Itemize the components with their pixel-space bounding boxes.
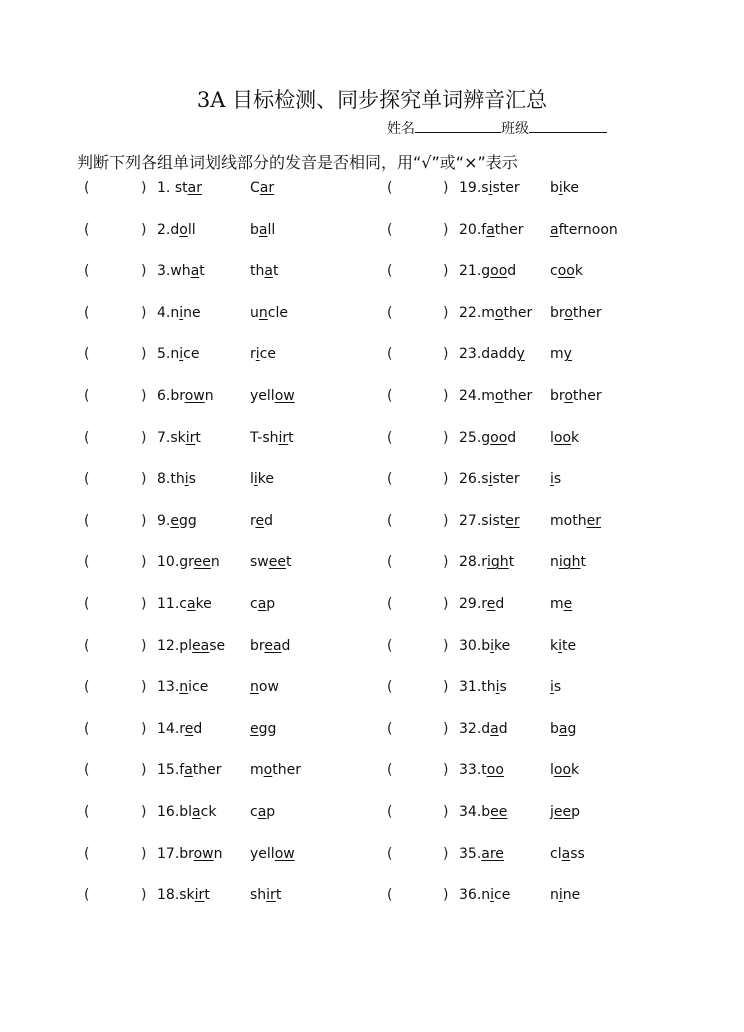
answer-paren-open[interactable]: ( (387, 554, 393, 571)
answer-paren-open[interactable]: ( (387, 221, 393, 238)
underlined-segment: i (558, 887, 563, 904)
underlined-segment: i (490, 637, 495, 654)
answer-paren-close: ) (443, 429, 449, 446)
underlined-segment: er (586, 512, 601, 529)
underlined-segment: e (486, 596, 496, 612)
question-word (459, 804, 507, 820)
underlined-segment: a (558, 720, 568, 737)
answer-paren-close: ) (443, 845, 449, 862)
underlined-segment: o (494, 304, 504, 321)
answer-paren-open[interactable]: ( (84, 762, 90, 779)
answer-paren-close: ) (443, 637, 449, 654)
question-word (459, 638, 510, 654)
underlined-segment: a (257, 596, 267, 612)
word-one: sister (481, 512, 520, 529)
answer-paren-close: ) (443, 304, 449, 321)
word-one: this (170, 471, 196, 488)
question-number: 22. (459, 304, 482, 321)
underlined-segment: ee (490, 804, 508, 820)
underlined-segment: oo (490, 429, 508, 446)
exercise-row-right (0, 596, 744, 616)
underlined-segment: o (564, 304, 573, 321)
question-number: 11. (157, 596, 180, 612)
question-number: 33. (459, 762, 482, 779)
word-two: that (250, 263, 279, 280)
answer-paren-close: ) (443, 762, 449, 779)
question-number: 30. (459, 637, 482, 654)
question-number: 32. (459, 720, 482, 737)
underlined-segment: e (170, 512, 179, 529)
word-one: brown (179, 845, 223, 862)
exercise-row-right (0, 554, 744, 574)
answer-paren-open[interactable]: ( (387, 304, 393, 321)
underlined-segment: ea (264, 637, 282, 654)
word-two: like (250, 471, 275, 488)
answer-paren-close: ) (443, 720, 449, 737)
underlined-segment: n (250, 679, 259, 696)
exercise-row-right (0, 180, 744, 200)
underlined-segment: ir (194, 887, 205, 904)
word-one: mother (481, 304, 533, 321)
underlined-segment: e (563, 596, 573, 612)
answer-paren-open[interactable]: ( (387, 346, 393, 363)
answer-paren-open[interactable]: ( (84, 429, 90, 446)
question-number: 6. (157, 388, 171, 404)
underlined-segment: i (488, 180, 493, 196)
question-number: 5. (157, 346, 171, 363)
question-number: 20. (459, 221, 482, 238)
page-title: 3A 目标检测、同步探究单词辨音汇总 (196, 88, 548, 112)
underlined-segment: a (550, 221, 559, 238)
underlined-segment: ee (193, 554, 211, 571)
answer-paren-open[interactable]: ( (387, 845, 393, 862)
word-one: please (179, 637, 226, 654)
answer-paren-open[interactable]: ( (84, 263, 90, 280)
question-number: 2. (157, 221, 171, 238)
word-two: mother (550, 512, 601, 529)
underlined-segment: o (564, 388, 573, 404)
answer-paren-close: ) (443, 554, 449, 571)
question-word (459, 180, 520, 196)
answer-paren-close: ) (443, 221, 449, 238)
answer-paren-close: ) (141, 887, 147, 904)
answer-paren-close: ) (443, 263, 449, 280)
exercise-row-right (0, 638, 744, 658)
question-number: 34. (459, 804, 482, 820)
underlined-segment: ir (278, 429, 289, 446)
word-two: rice (250, 346, 276, 363)
answer-paren-open[interactable]: ( (387, 512, 393, 529)
answer-paren-open[interactable]: ( (387, 180, 393, 196)
answer-paren-close: ) (141, 804, 147, 820)
question-number: 24. (459, 388, 482, 404)
answer-paren-open[interactable]: ( (387, 388, 393, 404)
question-word (459, 305, 532, 321)
word-one: red (179, 720, 203, 737)
answer-paren-open[interactable]: ( (84, 845, 90, 862)
underlined-segment: igh (487, 554, 509, 571)
word-one: this (481, 679, 507, 696)
answer-paren-close: ) (443, 596, 449, 612)
word-two: brother (550, 388, 602, 404)
question-number: 10. (157, 554, 180, 571)
word-one: nice (481, 887, 511, 904)
answer-paren-open[interactable]: ( (84, 512, 90, 529)
answer-paren-close: ) (141, 512, 147, 529)
word-two: egg (250, 720, 277, 737)
question-word (459, 554, 514, 570)
exercise-row-right (0, 804, 744, 824)
word-one: dad (481, 720, 508, 737)
underlined-segment: a (186, 596, 196, 612)
underlined-segment: o (179, 221, 188, 238)
answer-paren-open[interactable]: ( (387, 887, 393, 904)
answer-paren-close: ) (141, 346, 147, 363)
name-class-line (387, 118, 607, 138)
word-two: night (550, 554, 587, 571)
exercise-row-right (0, 222, 744, 242)
word-two: red (250, 512, 273, 529)
underlined-segment: n (258, 304, 268, 321)
answer-paren-close: ) (443, 346, 449, 363)
word-two: Car (250, 180, 275, 196)
exercise-row-right (0, 263, 744, 283)
exercise-row-right (0, 305, 744, 325)
answer-paren-open[interactable]: ( (387, 762, 393, 779)
underlined-segment: i (490, 887, 495, 904)
word-one: daddy (481, 346, 525, 363)
word-two: my (550, 346, 572, 363)
word-one: egg (170, 512, 197, 529)
word-two: me (550, 596, 573, 612)
question-number: 8. (157, 471, 171, 488)
underlined-segment: i (558, 637, 562, 654)
answer-paren-close: ) (141, 845, 147, 862)
answer-paren-open[interactable]: ( (84, 804, 90, 820)
answer-paren-open[interactable]: ( (84, 180, 90, 196)
underlined-segment: a (184, 762, 193, 779)
underlined-segment: a (490, 720, 499, 737)
name-blank[interactable] (415, 118, 501, 133)
word-one: doll (170, 221, 196, 238)
exercise-row-right (0, 471, 744, 491)
word-two: class (550, 845, 585, 862)
question-number: 31. (459, 679, 482, 696)
word-two: afternoon (550, 221, 618, 238)
word-one: green (179, 554, 220, 571)
underlined-segment: oo (486, 762, 504, 779)
underlined-segment: oo (490, 263, 508, 280)
answer-paren-open[interactable]: ( (84, 388, 90, 404)
question-word (459, 388, 532, 404)
word-two: nine (550, 887, 581, 904)
underlined-segment: ow (193, 845, 214, 862)
underlined-segment: i (255, 346, 260, 363)
word-one: good (481, 263, 517, 280)
answer-paren-close: ) (443, 180, 449, 196)
word-two: cook (550, 263, 583, 280)
answer-paren-open[interactable]: ( (84, 596, 90, 612)
question-word (459, 430, 516, 446)
question-word (459, 222, 524, 238)
underlined-segment: oo (553, 429, 572, 446)
answer-paren-open[interactable]: ( (387, 637, 393, 654)
answer-paren-close: ) (443, 512, 449, 529)
underlined-segment: n (179, 679, 189, 696)
word-one: red (481, 596, 505, 612)
word-one: cake (179, 596, 212, 612)
underlined-segment: ee (268, 554, 286, 571)
underlined-segment: i (558, 180, 563, 196)
word-one: sister (481, 471, 520, 488)
word-two: sweet (250, 554, 292, 571)
class-label: 班级 (501, 121, 529, 137)
underlined-segment: i (550, 679, 554, 696)
question-word (459, 471, 520, 487)
answer-paren-open[interactable]: ( (84, 887, 90, 904)
exercise-row-right (0, 887, 744, 907)
answer-paren-open[interactable]: ( (84, 720, 90, 737)
word-one: brown (170, 388, 214, 404)
answer-paren-close: ) (141, 304, 147, 321)
question-number: 4. (157, 304, 171, 321)
underlined-segment: a (486, 221, 495, 238)
underlined-segment: ee (553, 804, 572, 820)
question-word (459, 679, 507, 695)
answer-paren-open[interactable]: ( (387, 471, 393, 488)
word-two: shirt (250, 887, 282, 904)
answer-paren-close: ) (141, 596, 147, 612)
underlined-segment: o (494, 388, 504, 404)
answer-paren-close: ) (141, 388, 147, 404)
word-one: too (481, 762, 504, 779)
underlined-segment: i (179, 346, 184, 363)
answer-paren-open[interactable]: ( (387, 679, 393, 696)
class-blank[interactable] (529, 118, 607, 133)
question-word (459, 263, 516, 279)
word-one: what (170, 263, 205, 280)
exercise-row-right (0, 846, 744, 866)
word-one: father (179, 762, 222, 779)
underlined-segment: i (488, 471, 493, 488)
underlined-segment: i (253, 471, 258, 488)
underlined-segment: e (184, 720, 194, 737)
underlined-segment: igh (558, 554, 581, 571)
word-two: uncle (250, 304, 288, 321)
question-number: 26. (459, 471, 482, 488)
underlined-segment: a (264, 263, 273, 280)
question-number: 16. (157, 804, 180, 820)
underlined-segment: y (516, 346, 525, 363)
word-two: bag (550, 720, 577, 737)
question-number: 25. (459, 429, 482, 446)
exercise-row-right (0, 430, 744, 450)
answer-paren-close: ) (443, 887, 449, 904)
answer-paren-close: ) (141, 471, 147, 488)
underlined-segment: a (258, 221, 268, 238)
question-word (459, 721, 508, 737)
word-two: is (550, 471, 562, 488)
answer-paren-close: ) (443, 679, 449, 696)
question-number: 7. (157, 429, 171, 446)
underlined-segment: ir (185, 429, 196, 446)
word-two: bread (250, 637, 291, 654)
answer-paren-open[interactable]: ( (84, 304, 90, 321)
question-number: 15. (157, 762, 180, 779)
answer-paren-open[interactable]: ( (387, 596, 393, 612)
exercise-row-right (0, 721, 744, 741)
word-two: yellow (250, 388, 295, 404)
answer-paren-open[interactable]: ( (84, 221, 90, 238)
answer-paren-close: ) (141, 554, 147, 571)
underlined-segment: e (255, 512, 265, 529)
answer-paren-open[interactable]: ( (84, 554, 90, 571)
answer-paren-open[interactable]: ( (387, 720, 393, 737)
word-one: right (481, 554, 515, 571)
answer-paren-close: ) (443, 804, 449, 820)
word-two: T-shirt (250, 429, 294, 446)
word-one: skirt (179, 887, 210, 904)
question-word (459, 762, 504, 778)
answer-paren-close: ) (141, 637, 147, 654)
underlined-segment: a (561, 845, 571, 862)
word-two: ball (250, 221, 276, 238)
name-label: 姓名 (387, 121, 415, 137)
underlined-segment: oo (557, 263, 575, 280)
answer-paren-close: ) (141, 221, 147, 238)
question-number: 28. (459, 554, 482, 571)
word-one: father (481, 221, 524, 238)
answer-paren-close: ) (141, 679, 147, 696)
question-number: 17. (157, 845, 180, 862)
exercise-row-right (0, 513, 744, 533)
underlined-segment: are (481, 845, 504, 862)
word-one: good (481, 429, 517, 446)
word-one: skirt (170, 429, 201, 446)
question-number: 27. (459, 512, 482, 529)
underlined-segment: ar (259, 180, 275, 196)
question-word (459, 346, 525, 362)
word-two: kite (550, 637, 577, 654)
instruction-text: 判断下列各组单词划线部分的发音是否相同，用“√”或“×”表示 (77, 153, 518, 172)
question-word (459, 596, 504, 612)
underlined-segment: i (550, 471, 554, 488)
word-one (481, 846, 504, 862)
underlined-segment: ow (274, 388, 295, 404)
underlined-segment: ir (266, 887, 276, 904)
question-number: 29. (459, 596, 482, 612)
underlined-segment: i (495, 679, 500, 696)
question-word (459, 887, 510, 903)
exercise-row-right (0, 388, 744, 408)
question-number: 1. (157, 180, 175, 196)
answer-paren-close: ) (141, 762, 147, 779)
answer-paren-close: ) (443, 471, 449, 488)
word-one: mother (481, 388, 533, 404)
underlined-segment: i (184, 471, 189, 488)
word-one: star (174, 180, 202, 196)
underlined-segment: i (179, 304, 184, 321)
word-two: look (550, 429, 580, 446)
answer-paren-close: ) (141, 720, 147, 737)
word-one: sister (481, 180, 520, 196)
question-number: 23. (459, 346, 482, 363)
question-word (459, 846, 504, 862)
word-two: now (250, 679, 279, 696)
underlined-segment: ar (187, 180, 202, 196)
word-two: mother (250, 762, 301, 779)
word-two: cap (250, 596, 276, 612)
exercise-row-right (0, 346, 744, 366)
question-number: 19. (459, 180, 482, 196)
answer-paren-close: ) (141, 180, 147, 196)
word-two: yellow (250, 845, 295, 862)
answer-paren-open[interactable]: ( (387, 263, 393, 280)
word-one: nine (170, 304, 201, 321)
word-two: jeep (550, 804, 581, 820)
word-one: nice (179, 679, 209, 696)
word-two: cap (250, 804, 276, 820)
answer-paren-open[interactable]: ( (387, 429, 393, 446)
underlined-segment: a (190, 263, 200, 280)
underlined-segment: ow (274, 845, 295, 862)
question-number: 9. (157, 512, 171, 529)
underlined-segment: o (263, 762, 273, 779)
question-number: 13. (157, 679, 180, 696)
word-one: black (179, 804, 217, 820)
word-one: bee (481, 804, 508, 820)
underlined-segment: a (257, 804, 267, 820)
question-word (459, 513, 520, 529)
word-two: is (550, 679, 562, 696)
question-number: 14. (157, 720, 180, 737)
answer-paren-close: ) (443, 388, 449, 404)
answer-paren-open[interactable]: ( (84, 346, 90, 363)
exercise-row-right (0, 762, 744, 782)
underlined-segment: ow (184, 388, 205, 404)
underlined-segment: er (505, 512, 520, 529)
question-number: 18. (157, 887, 180, 904)
answer-paren-open[interactable]: ( (84, 679, 90, 696)
question-number: 12. (157, 637, 180, 654)
underlined-segment: ea (192, 637, 210, 654)
answer-paren-open[interactable]: ( (84, 471, 90, 488)
answer-paren-open[interactable]: ( (387, 804, 393, 820)
underlined-segment: oo (553, 762, 572, 779)
question-number: 36. (459, 887, 482, 904)
word-two: look (550, 762, 580, 779)
underlined-segment: y (563, 346, 572, 363)
underlined-segment: e (250, 720, 259, 737)
answer-paren-close: ) (141, 429, 147, 446)
word-two: bike (550, 180, 580, 196)
exercise-row-right (0, 679, 744, 699)
answer-paren-open[interactable]: ( (84, 637, 90, 654)
question-number: 21. (459, 263, 482, 280)
answer-paren-close: ) (141, 263, 147, 280)
word-two: brother (550, 304, 602, 321)
word-one: bike (481, 637, 511, 654)
word-one: nice (170, 346, 200, 363)
underlined-segment: a (192, 804, 201, 820)
question-number: 35. (459, 845, 482, 862)
question-number: 3. (157, 263, 171, 280)
